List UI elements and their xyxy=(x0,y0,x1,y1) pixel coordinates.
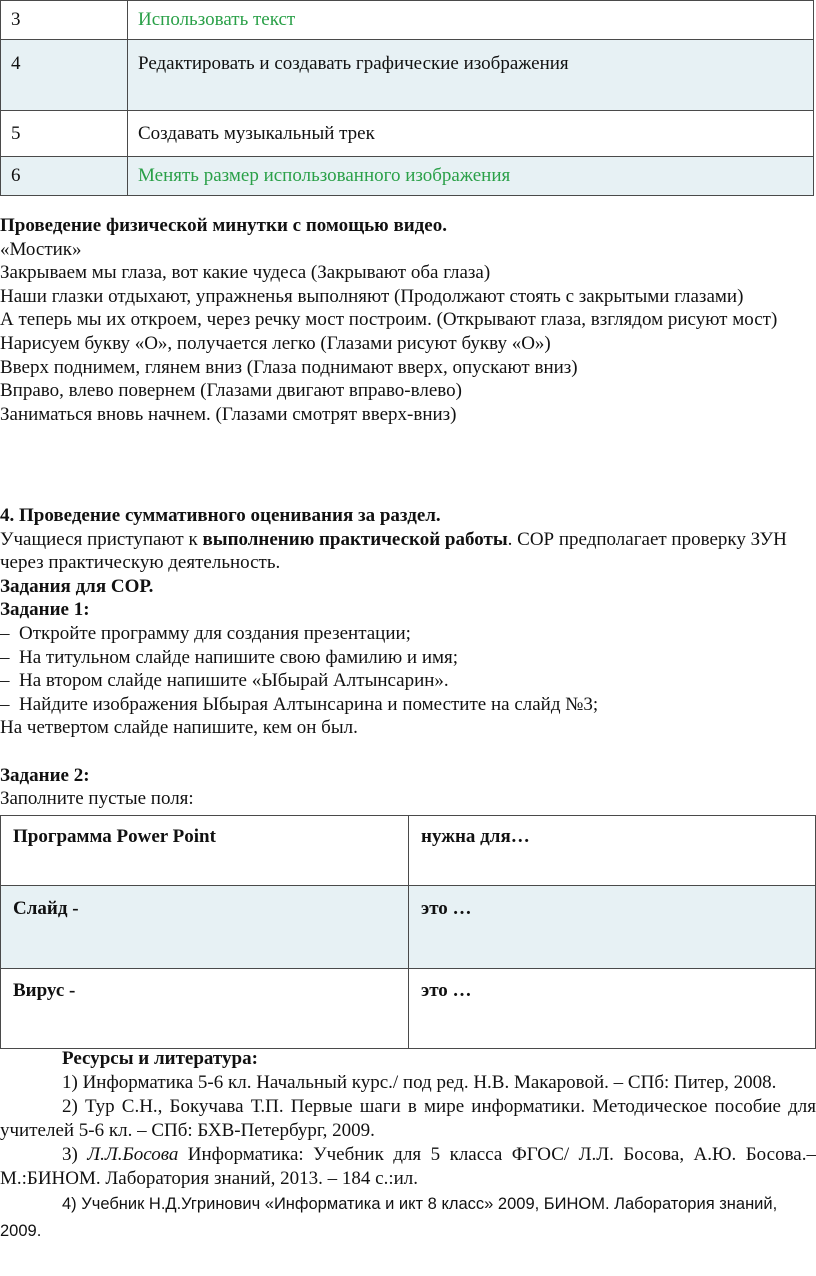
poem-line: Наши глазки отдыхают, упражненья выполняют (Продолжают стоять с закрытыми глазами) xyxy=(0,285,744,307)
resource-prefix: 3) xyxy=(62,1144,88,1165)
task-item-text: На титульном слайде напишите свою фамилию и имя; xyxy=(19,646,459,668)
row-text: Менять размер использованного изображения xyxy=(128,157,814,196)
task-item-text: Найдите изображения Ыбырая Алтынсарина и поместите на слайд №3; xyxy=(19,693,599,715)
dash-bullet: – xyxy=(0,670,10,692)
term-cell: Слайд - xyxy=(1,886,409,969)
resource-item xyxy=(0,1143,816,1191)
task-item-text: Откройте программу для создания презентации; xyxy=(19,622,411,644)
row-number: 4 xyxy=(1,40,128,111)
table-row xyxy=(1,886,816,969)
task-item xyxy=(0,669,814,693)
poem-title: «Мостик» xyxy=(0,238,82,260)
term-cell: Вирус - xyxy=(1,969,409,1049)
table-row xyxy=(1,816,816,886)
fill-in-table xyxy=(0,815,816,1049)
dash-bullet: – xyxy=(0,646,10,668)
poem-line: Заниматься вновь начнем. (Глазами смотрят вверх-вниз) xyxy=(0,403,457,425)
row-text: Редактировать и создавать графические изображения xyxy=(128,40,814,111)
task-item-text: На втором слайде напишите «Ыбырай Алтынсарин». xyxy=(19,670,449,692)
row-number: 6 xyxy=(1,157,128,196)
definition-cell: это … xyxy=(409,969,816,1049)
table-row xyxy=(1,111,814,157)
intro-bold-text: выполнению практической работы xyxy=(202,528,508,550)
task1-heading: Задание 1: xyxy=(0,599,90,621)
resource-author: Л.Л.Босова xyxy=(87,1144,179,1165)
term-cell: Программа Power Point xyxy=(1,816,409,886)
task-item xyxy=(0,693,814,717)
poem-line: А теперь мы их откроем, через речку мост построим. (Открывают глаза, взглядом рисуют мост) xyxy=(0,309,778,331)
dash-bullet: – xyxy=(0,693,10,715)
resources-heading: Ресурсы и литература: xyxy=(62,1048,258,1069)
section-heading: Проведение физической минутки с помощью видео. xyxy=(0,215,447,236)
summative-intro xyxy=(0,528,814,575)
table-row xyxy=(1,1,814,40)
physical-minute-section xyxy=(0,214,814,426)
table-row xyxy=(1,40,814,111)
task2-heading: Задание 2: xyxy=(0,764,90,786)
row-number: 5 xyxy=(1,111,128,157)
blank-line xyxy=(0,740,814,764)
section-heading: 4. Проведение суммативного оценивания за раздел. xyxy=(0,505,441,526)
summative-section xyxy=(0,504,814,811)
resource-item: 1) Информатика 5-6 кл. Начальный курс./ под ред. Н.В. Макаровой. – СПб: Питер, 2008. xyxy=(62,1072,777,1093)
resource-item: 2) Тур С.Н., Бокучава Т.П. Первые шаги в мире информатики. Методическое пособие для учителей 5-6 кл. – СПб: БХВ-Петербург, 2009. xyxy=(0,1096,816,1141)
row-number: 3 xyxy=(1,1,128,40)
intro-text: . СОР предполагает проверку ЗУН через практическую деятельность. xyxy=(0,528,787,574)
dash-bullet: – xyxy=(0,622,10,644)
task-item xyxy=(0,622,814,646)
resources-section xyxy=(0,1047,816,1245)
tasks-heading: Задания для СОР. xyxy=(0,575,154,597)
poem-line: Вправо, влево повернем (Глазами двигают вправо-влево) xyxy=(0,380,462,402)
task-item xyxy=(0,646,814,670)
definition-cell: это … xyxy=(409,886,816,969)
skills-table xyxy=(0,0,814,196)
poem-line: Нарисуем букву «О», получается легко (Глазами рисуют букву «О») xyxy=(0,332,551,354)
poem-line: Закрываем мы глаза, вот какие чудеса (Закрывают оба глаза) xyxy=(0,262,491,284)
resource-text: Информатика: Учебник для 5 класса ФГОС/ Л.Л. Босова, А.Ю. Босова.– М.:БИНОМ. Лаборатория знаний, 2013. – 184 с.:ил. xyxy=(0,1144,816,1189)
table-row xyxy=(1,157,814,196)
resource-item: 4) Учебник Н.Д.Угринович «Информатика и икт 8 класс» 2009, БИНОМ. Лаборатория знаний, 2009. xyxy=(0,1195,778,1240)
task1-last-line: На четвертом слайде напишите, кем он был. xyxy=(0,717,358,739)
poem-line: Вверх поднимем, глянем вниз (Глаза поднимают вверх, опускают вниз) xyxy=(0,356,578,378)
definition-cell: нужна для… xyxy=(409,816,816,886)
table-row xyxy=(1,969,816,1049)
row-text: Создавать музыкальный трек xyxy=(128,111,814,157)
intro-text: Учащиеся приступают к xyxy=(0,528,203,550)
row-text: Использовать текст xyxy=(128,1,814,40)
task2-intro: Заполните пустые поля: xyxy=(0,788,194,810)
